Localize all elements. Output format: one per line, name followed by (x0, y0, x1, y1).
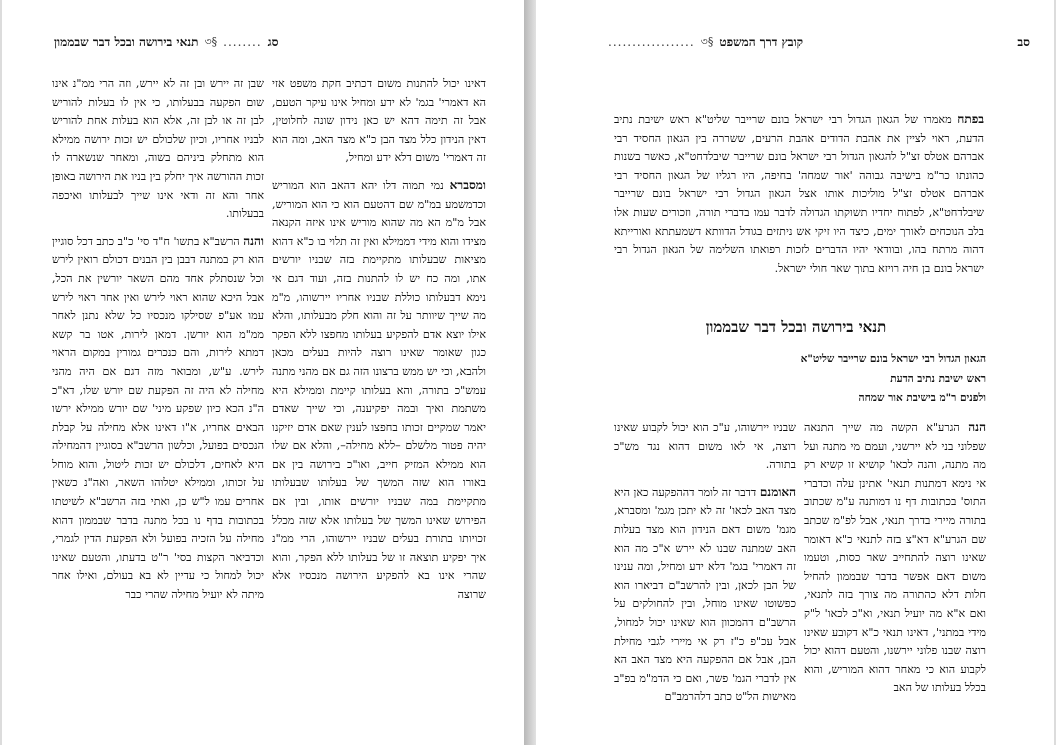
paragraph (52, 74, 264, 224)
text-column-left (52, 74, 264, 605)
paragraph (614, 483, 796, 707)
text-column-right (272, 74, 486, 605)
paragraph (272, 74, 486, 168)
page-number: סב (1017, 34, 1030, 49)
header-ornament: §৩ (700, 34, 714, 48)
paragraph-lead: והנה (243, 233, 264, 248)
paragraph-lead: הנה (968, 420, 986, 434)
text-column-right (804, 418, 986, 740)
page-gutter (524, 0, 536, 745)
paragraph (272, 176, 486, 605)
right-page (536, 0, 1054, 745)
running-title: תנאי בירושה ובכל דבר שבממון (54, 34, 199, 49)
paragraph (52, 232, 264, 605)
header-dots: ........ (223, 35, 262, 49)
essay-title: תנאי בירושה ובכל דבר שבממון (705, 318, 887, 336)
intro-paragraph (614, 110, 984, 278)
left-page-header (54, 31, 278, 53)
header-ornament: §৩ (204, 34, 218, 48)
paragraph-text: מאמרו של הגאון הגדול רבי ישראל בונם שרייבר שליט"א ראש ישיבת נתיב הדעת, ראוי לציין את אהבת הדודים אהבת הרעים, ששררה בין הגאון החסיד רבי אברהם אטלס זצ"ל להגאון הגדול רבי ישראל בונם שרייבר שיבלדחט"א, כאשר בשנות כהונתו כר"מ בישיבה גבוהה 'אור שמחה' בחיפה, היו רגליו של הגאון החסיד רבי אברהם אטלס זצ"ל מוליכות אותו אצל הגאון הגדול רבי ישראל בונם שרייבר שיבלדחט"א, לפתוח יחדיו תשוקתו הגדולה לדבר עמו בדברי תורה, וזכורים שעות אלו בלב הנוכחים לאורך ימים, כיצד היו זיקי אש ניתזים בגודל הדוותא דשמעתתא ואורייתא דהוה מרתח בהו, ובוודאי יהיו הדברים לזכות רפואתו השלימה של הגאון הגדול רבי ישראל בונם בן חיה רויזא בתוך שאר חולי ישראל. (614, 113, 984, 275)
paragraph-lead: האומנם (759, 484, 796, 499)
paragraph-text: הגרע"א הקשה מה שייך התנאה שפלוני בני לא יירשני, ועמם מי מתנה ועל מה מתנה, והנה לכאו' קושיא זו קשיא רק אי נימא דמתנות תנאי' אתינן עלה וכדברי התוס' בכתובות דף נו דמותנה ע"מ שכתוב בתורה מיירי בדרך תנאי, אבל לפ"מ שכתב שם הגרע"א דא"צ בזה לתנאי כ"א דאומר שאינו רוצה להתחייב שאר כסות, וטעמו משום דאם אפשר בדבר שבממון להחיל חלות דלא כהתורה מה צורך בזה לתנאי, ואם א"א מה יועיל תנאי, וא"כ לכאו' ל"ק מידי במתני', דאינו תנאי כ"א דקובע שאינו רוצה שבנו פלוני יירשנו, והטעם דהוא יכול לקבוע הוא כי מאחר דהוא המוריש, והוא בכלל בעלותו של האב (804, 421, 986, 695)
paragraph-lead: ומסברא (449, 177, 486, 192)
text-column-left (614, 418, 796, 740)
paragraph-text: הרשב"א בתשו' ח"ד סי' כ"ב כתב דכל סוגיין הוא רק במתנה דבבן בין הבנים דכולם רואין לירש וכל שנסתלק אחד מהם השאר יורשין את הכל, אבל היכא שהוא ראוי לירש ואין אחר ראוי לירש עמו אע"פ שסילקו מנכסיו כל שלא נתנן לאחר ממ"מ הוא יורשן. דמאן לירות, אטו בר קשא דמתא לירות, והם כנכרים גמורין במקום הראוי לירש. ע"ש, ומבואר מזה דגם אם היה מהני מחילה לא היה זה הפקעת שם יורש שלו, דא"כ ה"נ הכא כיון שפקע מיני' שם יורש ממילא ירשו הבאים אחריו, א"ו דאינו אלא מחילה על קבלת הנכסים בפועל, וכלשון הרשב"א בסוגיין דהמחילה היא לאחים, דלכולם יש זכות ליטול, והוא מוחל על זכותו, וממילא יטלוהו השאר, ואה"נ כשאין אחרים עמו ל"ש כן, ואתי בזה הרשב"א לשיטתו בכתובות בדף נו בכל מתנה בדבר שבממון דהוא מחילה על הזכיה בפועל ולא הפקעת הדין לגמרי, וכדביאר הקצות בסי' ר"ט בדעתו, והטעם שאינו יכול למחול כי עדיין לא בא בעולם, ואילו אחר מיתה לא יועיל מחילה שהרי כבר (52, 234, 264, 602)
paragraph (804, 418, 986, 698)
header-dots: .................. (608, 35, 695, 49)
paragraph (614, 110, 984, 278)
paragraph-text: שבן זה יירש ובן זה לא יירש, וזה הרי ממ"נ אינו שום הפקעה בבעלותו, כי אין לו בעלות להוריש לבן זה או לבן זה, אלא הוא בעלות אחת להוריש לבניו אחריו, וכיון שלכולם יש זכות ירושה ממילא הוא מתחלק ביניהם בשוה, ומאחר שנשארה לו זכות ההורשה איך יחלק בין בניו את הירושה באופן אחר והא זה ודאי אינו שייך לבעלותו ואיכפה בבעלותו. (52, 77, 264, 221)
author-position: ראש ישיבת נתיב הדעת (890, 373, 986, 385)
author-name: הגאון הגדול רבי ישראל בונם שרייבר שליט"א (800, 353, 986, 365)
right-page-header (608, 31, 803, 53)
paragraph-text: דאינו יכול להתנות משום דכתיב חקת משפט אזי הא דאמרי' בגמ' לא ידע ומחיל אינו עיקר הטעם, אבל זה תימה דהא יש כאן נידון שונה לחלוטין, דאין הנידון כלל מצד הבן כ"א מצד האב, ומה הוא זה דאמרי' משום דלא ידע ומחיל, (272, 77, 486, 165)
paragraph-text: דדבר זה לומר דההפקעה כאן היא מצד האב לכאו' זה לא יתכן מגמ' ומסברא, מגמ' משום דאם הנידון הוא מצד בעלות האב שמתנה שבנו לא יירש א"כ מה הוא זה דאמרי' בגמ' דלא ידע ומחיל, ומה ענינו של הבן לכאן, ובין להרשב"ם דביארו הוא כפשוטו שאינו מוחל, ובין להחולקים על הרשב"ם דהמכוון הוא שאינו יכול למחול, אבל עכ"פ כ"ז רק אי מיירי לגבי מחילת הבן, אבל אם ההפקעה היא מצד האב הא אין לדברי הגמ' פשר, ואם כי הדמ"מ בפ"ב מאישות הל"ט כתב דלהרמב"ם (614, 485, 796, 704)
left-page (2, 0, 524, 745)
paragraph-text: שבניו יירשוהו, ע"כ הוא יכול לקבוע שאינו רוצה, אי לאו משום דהוא נגד מש"כ בתורה. (614, 421, 796, 472)
paragraph (614, 418, 796, 475)
paragraph-text: נמי תמוה דלו יהא דהאב הוא המוריש וכדמשמע במ"מ שם דהטעם הוא כי הוא המוריש, אבל מ"מ הא מה שהוא מוריש אינו איזה הקנאה מצידו והוא מידי דממילא ואין זה תלוי בו כ"א דהוא מציאות שבעלותו מתקיימת בזה שבניו יורשים אתו, ומה כח יש לו להתנות בזה, ועוד דגם אי נימא דבעלותו כוללת שבניו אחריו יירשוהו, מ"מ מה שייך שיוותר על זה והוא חלק מבעלותו, והלא אילו יוצא אדם להפקיע בעלותו מחפצו ללא הפקר כגון שאומר שאינו רוצה להיות בעלים מכאן ולהבא, וכי יש ממש ברצונו הזה גם אם מהני מתנה עמש"כ בתורה, והא בעלותו קיימת וממילא היא משתמת ואיך ובמה יפקיענה, וכי שייך שאדם יאמר שמקיים זכותו בחפצו לענין שאם אדם יזיקנו יהיה פטור מלשלם –ללא מחילה–, והלא אם שלו הוא ממילא המזיק חייב, ואו"כ בירושה בין אם באורו הוא שזה המשך של בעלותו שבעלותו מתקיימת במה שבניו יורשים אותו, ובין אם הפירוש שאינו המשך של בעלותו אלא שזה מכלל זכויותו בתורת בעלים שבניו יירשוהו, הרי ממ"נ איך יפקיע תוצאה זו של בעלותו ללא הפקר, והוא שהרי אינו בא להפקיע הירושה מנכסיו אלא שרוצה (272, 178, 486, 602)
paragraph-lead: בפתח (957, 112, 985, 126)
page-number: סג (267, 34, 279, 49)
running-title: קובץ דרך המשפט (719, 34, 804, 49)
page-number-box (1017, 31, 1030, 53)
author-former-position: ולפנים ר"מ בישיבת אור שמחה (858, 392, 986, 404)
